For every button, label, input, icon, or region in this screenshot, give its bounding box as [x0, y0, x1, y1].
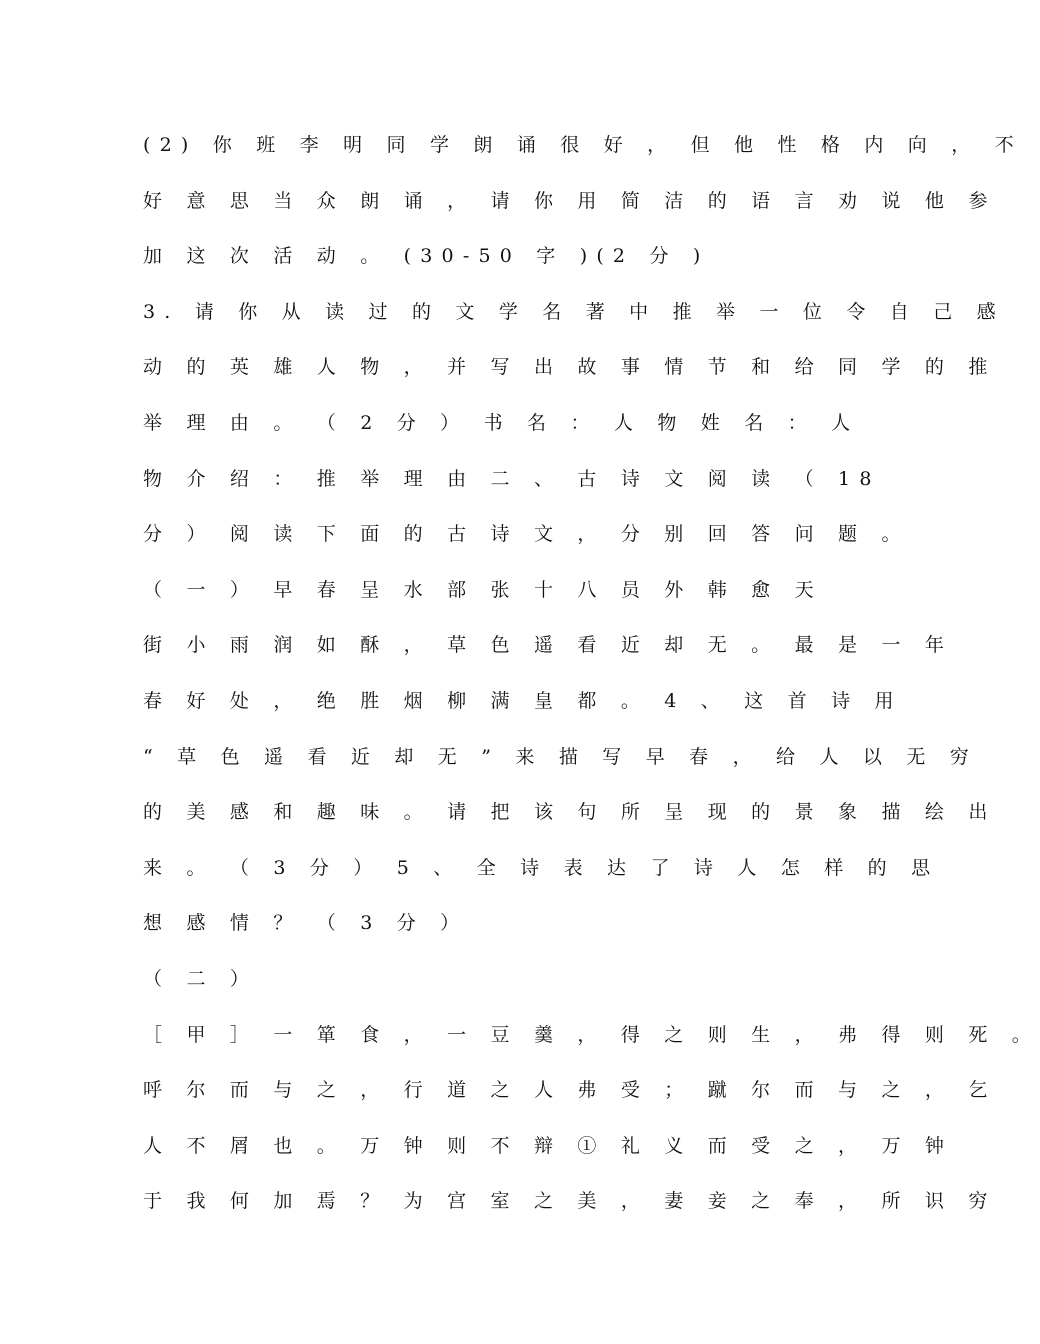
- text-line-17: ［ 甲 ］ 一 箪 食 ， 一 豆 羹 ， 得 之 则 生 ， 弗 得 则 死 。: [143, 1024, 1040, 1046]
- text-line-6: 举 理 由 。 （ 2 分 ） 书 名 ： 人 物 姓 名 ： 人: [143, 412, 860, 434]
- text-line-4: 3. 请 你 从 读 过 的 文 学 名 著 中 推 举 一 位 令 自 己 感: [143, 301, 1005, 323]
- text-line-16: （ 二 ）: [143, 968, 259, 990]
- text-line-9: （ 一 ） 早 春 呈 水 部 张 十 八 员 外 韩 愈 天: [143, 579, 823, 601]
- text-line-10: 街 小 雨 润 如 酥 ， 草 色 遥 看 近 却 无 。 最 是 一 年: [143, 634, 954, 656]
- text-line-5: 动 的 英 雄 人 物 ， 并 写 出 故 事 情 节 和 给 同 学 的 推: [143, 356, 997, 378]
- text-line-18: 呼 尔 而 与 之 ， 行 道 之 人 弗 受 ； 蹴 尔 而 与 之 ， 乞: [143, 1079, 997, 1101]
- text-line-3: 加 这 次 活 动 。 (30-50 字 )(2 分 ): [143, 245, 710, 267]
- text-line-15: 想 感 情 ？ （ 3 分 ）: [143, 912, 469, 934]
- text-line-12: “ 草 色 遥 看 近 却 无 ” 来 描 写 早 春 ， 给 人 以 无 穷: [143, 746, 978, 768]
- text-line-20: 于 我 何 加 焉 ？ 为 宫 室 之 美 ， 妻 妾 之 奉 ， 所 识 穷: [143, 1190, 997, 1212]
- text-line-7: 物 介 绍 ： 推 举 理 由 二 、 古 诗 文 阅 读 （ 18: [143, 468, 881, 490]
- text-line-8: 分 ） 阅 读 下 面 的 古 诗 文 ， 分 别 回 答 问 题 。: [143, 523, 910, 545]
- text-line-2: 好 意 思 当 众 朗 诵 ， 请 你 用 简 洁 的 语 言 劝 说 他 参: [143, 190, 997, 212]
- text-line-19: 人 不 屑 也 。 万 钟 则 不 辩 ① 礼 义 而 受 之 ， 万 钟: [143, 1135, 954, 1157]
- text-line-11: 春 好 处 ， 绝 胜 烟 柳 满 皇 都 。 4 、 这 首 诗 用: [143, 690, 903, 712]
- text-line-13: 的 美 感 和 趣 味 。 请 把 该 句 所 呈 现 的 景 象 描 绘 出: [143, 801, 997, 823]
- text-line-1: (2) 你 班 李 明 同 学 朗 诵 很 好 ， 但 他 性 格 内 向 ， 不: [143, 134, 1023, 156]
- text-line-14: 来 。 （ 3 分 ） 5 、 全 诗 表 达 了 诗 人 怎 样 的 思: [143, 857, 940, 879]
